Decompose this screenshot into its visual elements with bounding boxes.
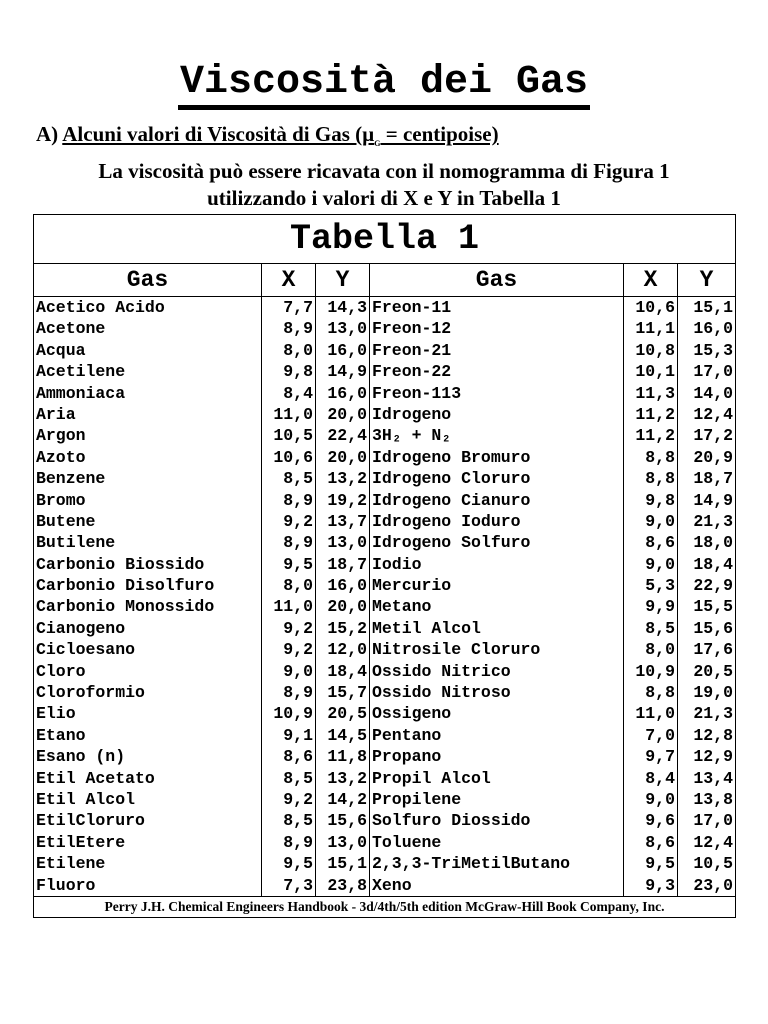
table-row bbox=[34, 725, 735, 746]
section-heading-text bbox=[62, 122, 499, 149]
header-gas-left: Gas bbox=[34, 264, 262, 296]
cell-x-left: 7,7 bbox=[262, 297, 316, 318]
cell-y-left: 20,5 bbox=[316, 703, 370, 724]
cell-x-left: 9,5 bbox=[262, 853, 316, 874]
cell-y-right: 20,9 bbox=[693, 447, 733, 467]
cell-x-left: 8,5 bbox=[262, 768, 316, 789]
cell-gas-right: Metano bbox=[370, 596, 624, 617]
cell-gas-left: Fluoro bbox=[34, 875, 262, 896]
table-row bbox=[34, 746, 735, 767]
cell-gas-left: Etil Alcol bbox=[34, 789, 262, 810]
cell-x-left: 9,1 bbox=[262, 725, 316, 746]
cell-y-right: 18,7 bbox=[693, 469, 733, 489]
cell-y-right: 18,0 bbox=[693, 533, 733, 553]
cell-gas-left: Cloro bbox=[34, 661, 262, 682]
cell-gas-right: Iodio bbox=[370, 554, 624, 575]
cell-x-left: 8,4 bbox=[262, 383, 316, 404]
cell-gas-left: Acetico Acido bbox=[34, 297, 262, 318]
section-prefix: A) bbox=[36, 122, 59, 146]
cell-gas-left: Acqua bbox=[34, 340, 262, 361]
cell-gas-left: Aria bbox=[34, 404, 262, 425]
cell-y-left: 18,7 bbox=[316, 554, 370, 575]
cell-x-left: 10,5 bbox=[262, 425, 316, 446]
page-title-text: Viscosità dei Gas bbox=[178, 60, 590, 110]
cell-gas-right: Metil Alcol bbox=[370, 618, 624, 639]
cell-x-right: 8,6 bbox=[624, 532, 678, 553]
table-row bbox=[34, 554, 735, 575]
table-row bbox=[34, 468, 735, 489]
cell-y-right: 22,9 bbox=[693, 576, 733, 596]
cell-gas-left: Acetilene bbox=[34, 361, 262, 382]
cell-x-left: 8,9 bbox=[262, 832, 316, 853]
cell-gas-right: Solfuro Diossido bbox=[370, 810, 624, 831]
cell-gas-left: EtilEtere bbox=[34, 832, 262, 853]
table-row bbox=[34, 661, 735, 682]
cell-x-right: 8,5 bbox=[624, 618, 678, 639]
table-title: Tabella 1 bbox=[34, 215, 735, 264]
cell-x-left: 8,5 bbox=[262, 810, 316, 831]
cell-x-left: 8,5 bbox=[262, 468, 316, 489]
cell-y-right: 14,0 bbox=[693, 383, 733, 403]
cell-y-left: 19,2 bbox=[316, 490, 370, 511]
cell-y-right: 19,0 bbox=[693, 683, 733, 703]
cell-y-right: 21,3 bbox=[693, 511, 733, 531]
cell-y-left: 11,8 bbox=[316, 746, 370, 767]
table-row bbox=[34, 853, 735, 874]
cell-y-right: 18,4 bbox=[693, 554, 733, 574]
cell-y-right: 21,3 bbox=[693, 704, 733, 724]
cell-y-right: 15,1 bbox=[693, 298, 733, 317]
header-y-right: Y bbox=[699, 267, 714, 293]
cell-x-left: 9,5 bbox=[262, 554, 316, 575]
table-row bbox=[34, 575, 735, 596]
cell-y-left: 18,4 bbox=[316, 661, 370, 682]
cell-gas-right: Pentano bbox=[370, 725, 624, 746]
cell-x-left: 8,0 bbox=[262, 340, 316, 361]
cell-y-left: 22,4 bbox=[316, 425, 370, 446]
cell-y-right: 16,0 bbox=[693, 319, 733, 339]
table-row bbox=[34, 768, 735, 789]
cell-gas-left: Elio bbox=[34, 703, 262, 724]
cell-y-right: 12,8 bbox=[693, 725, 733, 745]
table-row bbox=[34, 383, 735, 404]
cell-x-left: 8,9 bbox=[262, 318, 316, 339]
cell-gas-left: Esano (n) bbox=[34, 746, 262, 767]
cell-x-left: 11,0 bbox=[262, 596, 316, 617]
cell-y-right: 15,6 bbox=[693, 618, 733, 638]
table-row bbox=[34, 425, 735, 446]
cell-gas-right: Idrogeno Cloruro bbox=[370, 468, 624, 489]
table-row bbox=[34, 511, 735, 532]
cell-x-left: 10,6 bbox=[262, 447, 316, 468]
cell-x-left: 10,9 bbox=[262, 703, 316, 724]
cell-gas-right: Ossido Nitrico bbox=[370, 661, 624, 682]
cell-gas-right: Propano bbox=[370, 746, 624, 767]
cell-gas-left: Etil Acetato bbox=[34, 768, 262, 789]
cell-gas-right: Freon-12 bbox=[370, 318, 624, 339]
cell-gas-left: Carbonio Biossido bbox=[34, 554, 262, 575]
table-row bbox=[34, 532, 735, 553]
cell-gas-right: Nitrosile Cloruro bbox=[370, 639, 624, 660]
cell-x-left: 8,9 bbox=[262, 490, 316, 511]
table-row bbox=[34, 618, 735, 639]
cell-x-left: 11,0 bbox=[262, 404, 316, 425]
cell-y-right: 17,0 bbox=[693, 811, 733, 831]
cell-y-right: 12,4 bbox=[693, 404, 733, 424]
cell-x-right: 9,5 bbox=[624, 853, 678, 874]
cell-x-right: 7,0 bbox=[624, 725, 678, 746]
table-row bbox=[34, 639, 735, 660]
cell-x-left: 9,2 bbox=[262, 789, 316, 810]
viscosity-table bbox=[33, 214, 736, 918]
cell-x-right: 10,1 bbox=[624, 361, 678, 382]
cell-gas-left: Etano bbox=[34, 725, 262, 746]
cell-x-right: 8,6 bbox=[624, 832, 678, 853]
header-x-left: X bbox=[262, 264, 316, 296]
table-row bbox=[34, 361, 735, 382]
table-body bbox=[34, 297, 735, 896]
cell-x-right: 8,8 bbox=[624, 447, 678, 468]
cell-gas-right: Mercurio bbox=[370, 575, 624, 596]
cell-y-right: 15,3 bbox=[693, 340, 733, 360]
cell-gas-right: Freon-113 bbox=[370, 383, 624, 404]
table-row bbox=[34, 447, 735, 468]
cell-y-left: 16,0 bbox=[316, 383, 370, 404]
unit-label: = centipoise) bbox=[380, 122, 499, 146]
cell-x-right: 8,8 bbox=[624, 682, 678, 703]
cell-x-right: 11,2 bbox=[624, 404, 678, 425]
cell-y-left: 13,2 bbox=[316, 468, 370, 489]
cell-x-left: 8,6 bbox=[262, 746, 316, 767]
cell-y-right: 12,9 bbox=[693, 747, 733, 767]
cell-gas-right: Freon-11 bbox=[370, 297, 624, 318]
cell-x-right: 11,1 bbox=[624, 318, 678, 339]
cell-x-right: 8,4 bbox=[624, 768, 678, 789]
cell-gas-left: Azoto bbox=[34, 447, 262, 468]
cell-y-left: 16,0 bbox=[316, 340, 370, 361]
cell-y-right: 14,9 bbox=[693, 490, 733, 510]
description-line-2: utilizzando i valori di X e Y in Tabella 1 bbox=[207, 186, 561, 210]
header-x-right: X bbox=[624, 264, 678, 296]
cell-y-right: 17,0 bbox=[693, 362, 733, 382]
table-row bbox=[34, 340, 735, 361]
cell-gas-right: Toluene bbox=[370, 832, 624, 853]
header-y-left: Y bbox=[316, 264, 370, 296]
cell-gas-left: Butene bbox=[34, 511, 262, 532]
cell-x-left: 8,0 bbox=[262, 575, 316, 596]
cell-x-right: 9,0 bbox=[624, 554, 678, 575]
cell-x-right: 10,8 bbox=[624, 340, 678, 361]
cell-y-right: 23,0 bbox=[693, 875, 733, 895]
cell-x-left: 8,9 bbox=[262, 532, 316, 553]
cell-gas-right: Propilene bbox=[370, 789, 624, 810]
table-row bbox=[34, 297, 735, 318]
cell-x-left: 8,9 bbox=[262, 682, 316, 703]
cell-y-left: 15,1 bbox=[316, 853, 370, 874]
cell-x-right: 11,0 bbox=[624, 703, 678, 724]
cell-x-right: 8,8 bbox=[624, 468, 678, 489]
cell-y-left: 20,0 bbox=[316, 404, 370, 425]
cell-gas-left: Benzene bbox=[34, 468, 262, 489]
cell-gas-left: Cianogeno bbox=[34, 618, 262, 639]
cell-x-left: 9,8 bbox=[262, 361, 316, 382]
cell-gas-left: Etilene bbox=[34, 853, 262, 874]
cell-x-left: 9,2 bbox=[262, 511, 316, 532]
cell-x-left: 9,0 bbox=[262, 661, 316, 682]
cell-gas-right: Idrogeno Ioduro bbox=[370, 511, 624, 532]
cell-gas-right: Propil Alcol bbox=[370, 768, 624, 789]
cell-y-left: 13,2 bbox=[316, 768, 370, 789]
cell-y-right: 20,5 bbox=[693, 661, 733, 681]
cell-x-right: 9,0 bbox=[624, 511, 678, 532]
cell-y-left: 13,0 bbox=[316, 532, 370, 553]
table-row bbox=[34, 318, 735, 339]
table-header-row bbox=[34, 264, 735, 297]
cell-gas-left: Carbonio Monossido bbox=[34, 596, 262, 617]
description-line-1: La viscosità può essere ricavata con il nomogramma di Figura 1 bbox=[98, 159, 670, 183]
table-row bbox=[34, 682, 735, 703]
page-title bbox=[0, 60, 768, 106]
cell-x-left: 9,2 bbox=[262, 639, 316, 660]
table-row bbox=[34, 404, 735, 425]
cell-x-right: 10,6 bbox=[624, 297, 678, 318]
cell-y-left: 20,0 bbox=[316, 596, 370, 617]
table-row bbox=[34, 832, 735, 853]
cell-gas-right: Idrogeno Solfuro bbox=[370, 532, 624, 553]
cell-y-right: 12,4 bbox=[693, 832, 733, 852]
cell-y-left: 15,2 bbox=[316, 618, 370, 639]
cell-gas-right: Freon-21 bbox=[370, 340, 624, 361]
cell-x-right: 9,3 bbox=[624, 875, 678, 896]
table-row bbox=[34, 490, 735, 511]
cell-x-left: 9,2 bbox=[262, 618, 316, 639]
cell-y-left: 23,8 bbox=[316, 875, 370, 896]
cell-x-right: 11,2 bbox=[624, 425, 678, 446]
cell-x-right: 11,3 bbox=[624, 383, 678, 404]
cell-x-right: 9,0 bbox=[624, 789, 678, 810]
cell-gas-left: Ammoniaca bbox=[34, 383, 262, 404]
table-row bbox=[34, 810, 735, 831]
cell-y-left: 13,0 bbox=[316, 832, 370, 853]
cell-gas-right: Idrogeno bbox=[370, 404, 624, 425]
mu-subscript: G bbox=[374, 139, 381, 149]
cell-gas-left: Argon bbox=[34, 425, 262, 446]
cell-y-left: 14,2 bbox=[316, 789, 370, 810]
cell-x-right: 5,3 bbox=[624, 575, 678, 596]
cell-x-left: 7,3 bbox=[262, 875, 316, 896]
cell-y-left: 15,6 bbox=[316, 810, 370, 831]
cell-x-right: 8,0 bbox=[624, 639, 678, 660]
cell-gas-right: Ossigeno bbox=[370, 703, 624, 724]
cell-y-right: 17,2 bbox=[693, 426, 733, 446]
cell-y-left: 14,3 bbox=[316, 297, 370, 318]
cell-gas-right: Idrogeno Cianuro bbox=[370, 490, 624, 511]
cell-x-right: 9,7 bbox=[624, 746, 678, 767]
cell-gas-left: Cicloesano bbox=[34, 639, 262, 660]
cell-y-left: 16,0 bbox=[316, 575, 370, 596]
cell-y-right: 13,4 bbox=[693, 768, 733, 788]
cell-x-right: 10,9 bbox=[624, 661, 678, 682]
cell-y-left: 14,5 bbox=[316, 725, 370, 746]
cell-y-left: 13,7 bbox=[316, 511, 370, 532]
table-footer-source: Perry J.H. Chemical Engineers Handbook - 3d/4th/5th edition McGraw-Hill Book Company, Inc. bbox=[34, 896, 735, 917]
cell-gas-right: 2,3,3-TriMetilButano bbox=[370, 853, 624, 874]
cell-x-right: 9,8 bbox=[624, 490, 678, 511]
cell-y-left: 20,0 bbox=[316, 447, 370, 468]
cell-gas-right: 3H₂ + N₂ bbox=[370, 425, 624, 446]
description bbox=[0, 158, 768, 212]
cell-y-left: 12,0 bbox=[316, 639, 370, 660]
table-row bbox=[34, 596, 735, 617]
cell-gas-left: EtilCloruro bbox=[34, 810, 262, 831]
cell-y-left: 14,9 bbox=[316, 361, 370, 382]
section-heading-label: Alcuni valori di Viscosità di Gas ( bbox=[62, 122, 363, 146]
table-row bbox=[34, 703, 735, 724]
cell-gas-left: Cloroformio bbox=[34, 682, 262, 703]
section-heading bbox=[36, 120, 499, 158]
cell-x-right: 9,6 bbox=[624, 810, 678, 831]
cell-gas-right: Ossido Nitroso bbox=[370, 682, 624, 703]
cell-y-right: 17,6 bbox=[693, 640, 733, 660]
table-row bbox=[34, 875, 735, 896]
cell-gas-left: Acetone bbox=[34, 318, 262, 339]
cell-y-right: 10,5 bbox=[693, 854, 733, 874]
header-gas-right: Gas bbox=[370, 264, 624, 296]
cell-gas-right: Idrogeno Bromuro bbox=[370, 447, 624, 468]
cell-gas-right: Freon-22 bbox=[370, 361, 624, 382]
cell-gas-left: Bromo bbox=[34, 490, 262, 511]
mu-symbol: µ bbox=[362, 122, 375, 146]
cell-y-right: 15,5 bbox=[693, 597, 733, 617]
cell-y-left: 13,0 bbox=[316, 318, 370, 339]
cell-y-right: 13,8 bbox=[693, 789, 733, 809]
cell-gas-left: Carbonio Disolfuro bbox=[34, 575, 262, 596]
cell-gas-left: Butilene bbox=[34, 532, 262, 553]
cell-y-left: 15,7 bbox=[316, 682, 370, 703]
cell-x-right: 9,9 bbox=[624, 596, 678, 617]
cell-gas-right: Xeno bbox=[370, 875, 624, 896]
table-row bbox=[34, 789, 735, 810]
